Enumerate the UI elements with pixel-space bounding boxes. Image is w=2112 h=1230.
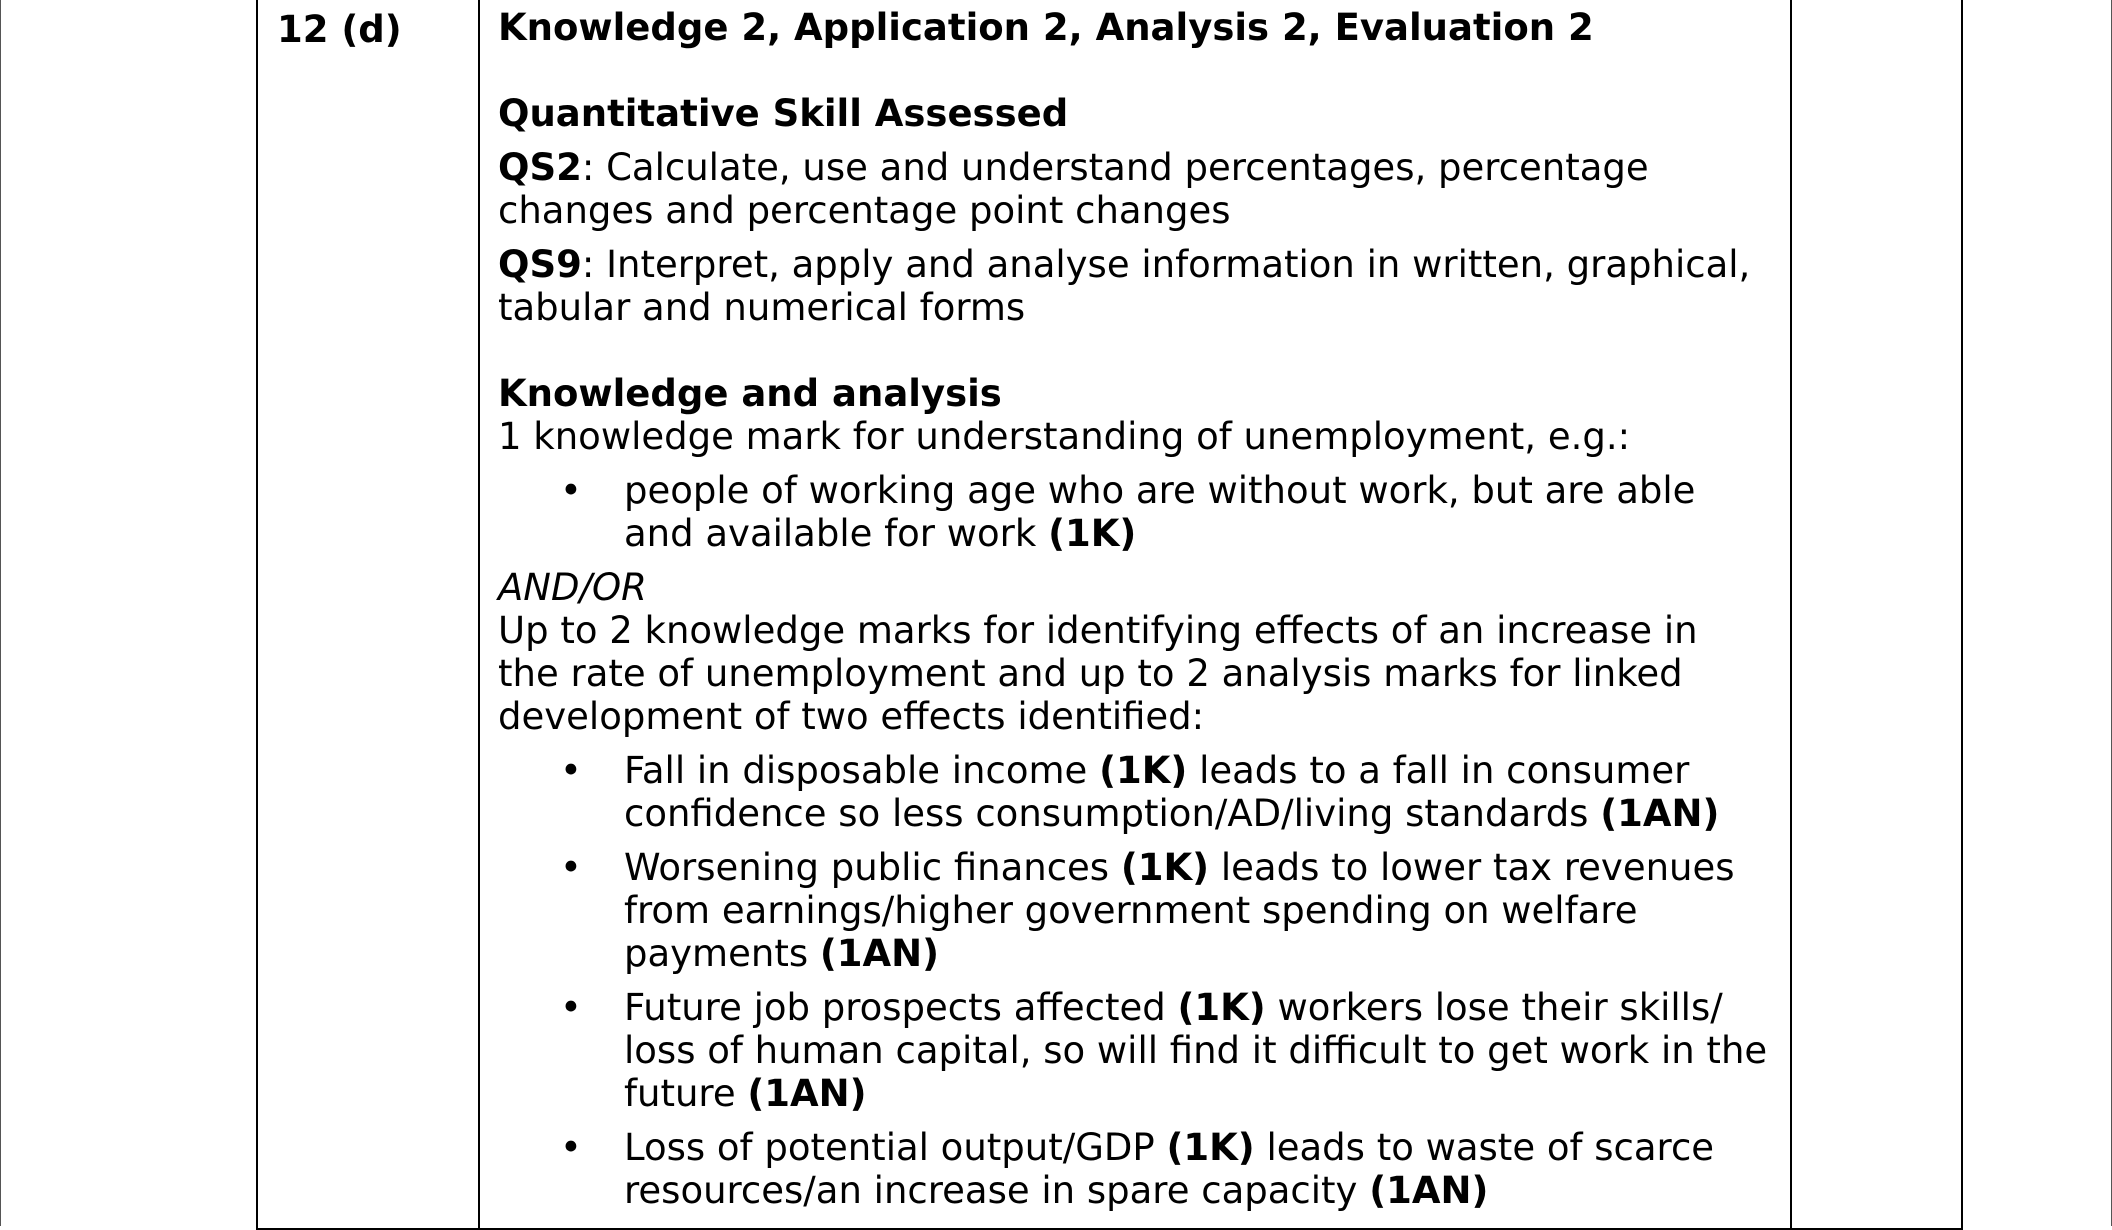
qs-code: QS2 (498, 146, 582, 189)
list-item (498, 749, 1770, 835)
knowledge-points (498, 469, 1770, 555)
qs-item (498, 146, 1770, 232)
qs-item (498, 243, 1770, 329)
list-item (498, 1126, 1770, 1212)
bullet-icon: • (560, 986, 582, 1029)
knowledge-mark: (1K) (1120, 846, 1210, 889)
effects-intro: Up to 2 knowledge marks for identifying effects of an increase in the rate of unemployment and up to 2 analysis marks for linked development of two effects identified: (498, 609, 1698, 738)
qs-heading: Quantitative Skill Assessed (498, 92, 1069, 135)
qs-text: : Calculate, use and understand percentages, percentage changes and percentage point changes (498, 146, 1649, 232)
effect-development: leads to waste of scarce resources/an increase in spare capacity (624, 1126, 1715, 1212)
effect-development: leads to a fall in consumer confidence so less consumption/AD/living standards (624, 749, 1690, 835)
analysis-mark: (1AN) (1369, 1169, 1489, 1212)
knowledge-mark: (1K) (1177, 986, 1266, 1029)
marks-cell (1791, 0, 1962, 1229)
knowledge-mark: (1K) (1099, 749, 1188, 792)
effect-text: Fall in disposable income (624, 749, 1100, 792)
mark-scheme-table (256, 0, 1963, 1230)
qs-code: QS9 (498, 243, 582, 286)
answer-cell (479, 0, 1791, 1229)
mark-label: (1K) (1048, 512, 1137, 555)
effect-text: Loss of potential output/GDP (624, 1126, 1167, 1169)
table-row (257, 0, 1962, 1229)
analysis-mark: (1AN) (1600, 792, 1720, 835)
point-text: people of working age who are without work, but are able and available for work (624, 469, 1696, 555)
page-edge-left (0, 0, 1, 1226)
assessment-objectives: Knowledge 2, Application 2, Analysis 2, Evaluation 2 (498, 6, 1594, 49)
effect-development: workers lose their skills/ loss of human capital, so will find it difficult to get work in the future (624, 986, 1768, 1115)
qs-text: : Interpret, apply and analyse information in written, graphical, tabular and numerical forms (498, 243, 1751, 329)
question-number-cell (257, 0, 479, 1229)
bullet-icon: • (560, 749, 582, 792)
effect-text: Worsening public finances (624, 846, 1121, 889)
effects-list (498, 749, 1770, 1212)
list-item (498, 986, 1770, 1115)
bullet-icon: • (560, 1126, 582, 1169)
bullet-icon: • (560, 846, 582, 889)
knowledge-analysis-heading: Knowledge and analysis (498, 372, 1002, 415)
analysis-mark: (1AN) (819, 932, 940, 975)
answer-content (480, 0, 1790, 1212)
effect-text: Future job prospects affected (624, 986, 1178, 1029)
question-number: 12 (d) (277, 8, 402, 51)
and-or-connector: AND/OR (498, 566, 647, 609)
knowledge-intro: 1 knowledge mark for understanding of unemployment, e.g.: (498, 415, 1631, 458)
list-item (498, 469, 1770, 555)
effect-development: leads to lower tax revenues from earnings/higher government spending on welfare payments (624, 846, 1735, 975)
list-item (498, 846, 1770, 975)
bullet-icon: • (560, 469, 582, 512)
knowledge-mark: (1K) (1166, 1126, 1255, 1169)
analysis-mark: (1AN) (747, 1072, 867, 1115)
